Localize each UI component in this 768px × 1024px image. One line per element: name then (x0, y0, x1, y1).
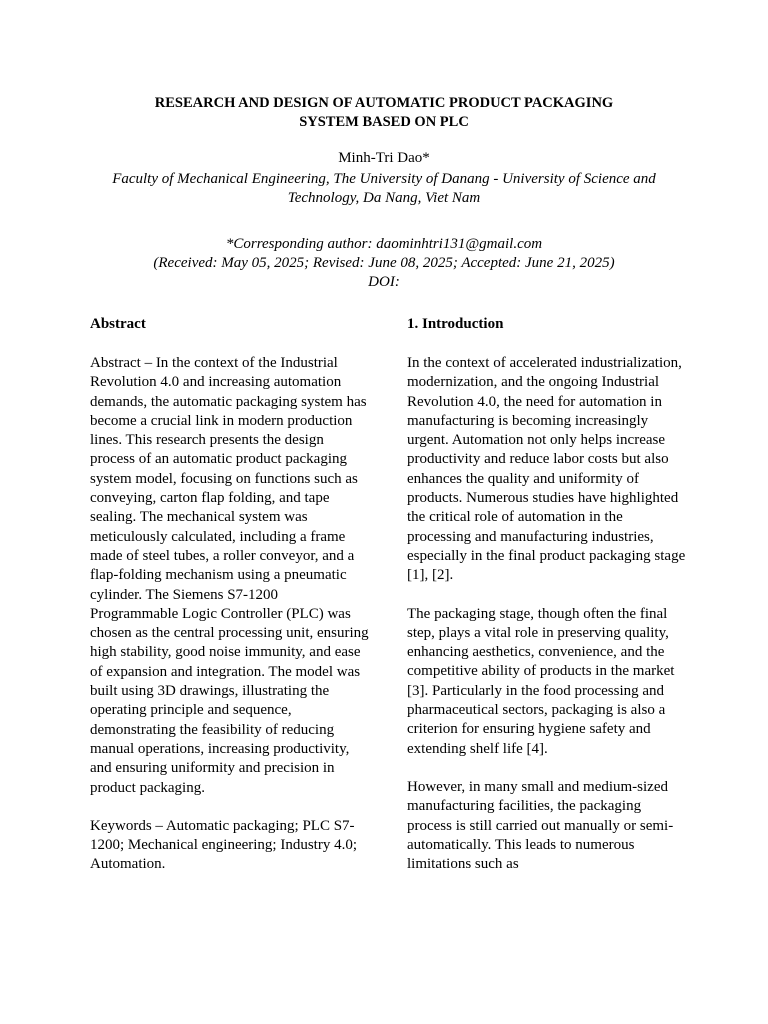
introduction-heading: 1. Introduction (407, 316, 504, 332)
publication-dates: (Received: May 05, 2025; Revised: June 08, 2025; Accepted: June 21, 2025) (153, 255, 615, 271)
intro-paragraph-1: In the context of accelerated industrialization, modernization, and the ongoing Industrial Revolution 4.0, the need for automation in manufacturing is becoming increasingly urgent. Automation not only helps increase productivity and reduce labor costs but also enhances the quality and uniformity of products. Numerous studies have highlighted the critical role of automation in the processing and manufacturing industries, especially in the final product packaging stage [1], [2]. (407, 355, 686, 584)
abstract-text: Abstract – In the context of the Industrial Revolution 4.0 and increasing automation demands, the automatic packaging system has become a crucial link in modern production lines. This research presents the design process of an automatic product packaging system model, focusing on functions such as conveying, carton flap folding, and tape sealing. The mechanical system was meticulously calculated, including a frame made of steel tubes, a roller conveyor, and a flap-folding mechanism using a pneumatic cylinder. The Siemens S7-1200 Programmable Logic Controller (PLC) was chosen as the central processing unit, ensuring high stability, good noise immunity, and ease of expansion and integration. The model was built using 3D drawings, illustrating the operating principle and sequence, demonstrating the feasibility of reducing manual operations, increasing productivity, and ensuring uniformity and precision in product packaging. (90, 355, 369, 796)
paper-title (60, 94, 708, 132)
author-name: Minh-Tri Dao* (338, 150, 430, 166)
abstract-heading: Abstract (90, 316, 146, 332)
corresponding-author: *Corresponding author: daominhtri131@gmail.com (225, 236, 543, 252)
right-column (407, 315, 687, 893)
author-affiliation: Faculty of Mechanical Engineering, The University of Danang - University of Science and Technology, Da Nang, Viet Nam (112, 171, 656, 206)
intro-paragraph-2: The packaging stage, though often the final step, plays a vital role in preserving quality, enhancing aesthetics, convenience, and the competitive ability of products in the market [3]. Particularly in the food processing and pharmaceutical sectors, packaging is also a criterion for ensuring hygiene safety and extending shelf life [4]. (407, 605, 675, 757)
title-line-1: RESEARCH AND DESIGN OF AUTOMATIC PRODUCT PACKAGING (154, 95, 614, 111)
intro-paragraph-3: However, in many small and medium-sized manufacturing facilities, the packaging process is still carried out manually or semi-automatically. This leads to numerous limitations such as (407, 778, 674, 873)
left-column (90, 315, 370, 894)
title-line-2: SYSTEM BASED ON PLC (299, 114, 469, 130)
doi-label: DOI: (368, 274, 400, 290)
keywords-text: Keywords – Automatic packaging; PLC S7-1200; Mechanical engineering; Industry 4.0; Automation. (90, 817, 358, 873)
paper-header (60, 94, 708, 292)
